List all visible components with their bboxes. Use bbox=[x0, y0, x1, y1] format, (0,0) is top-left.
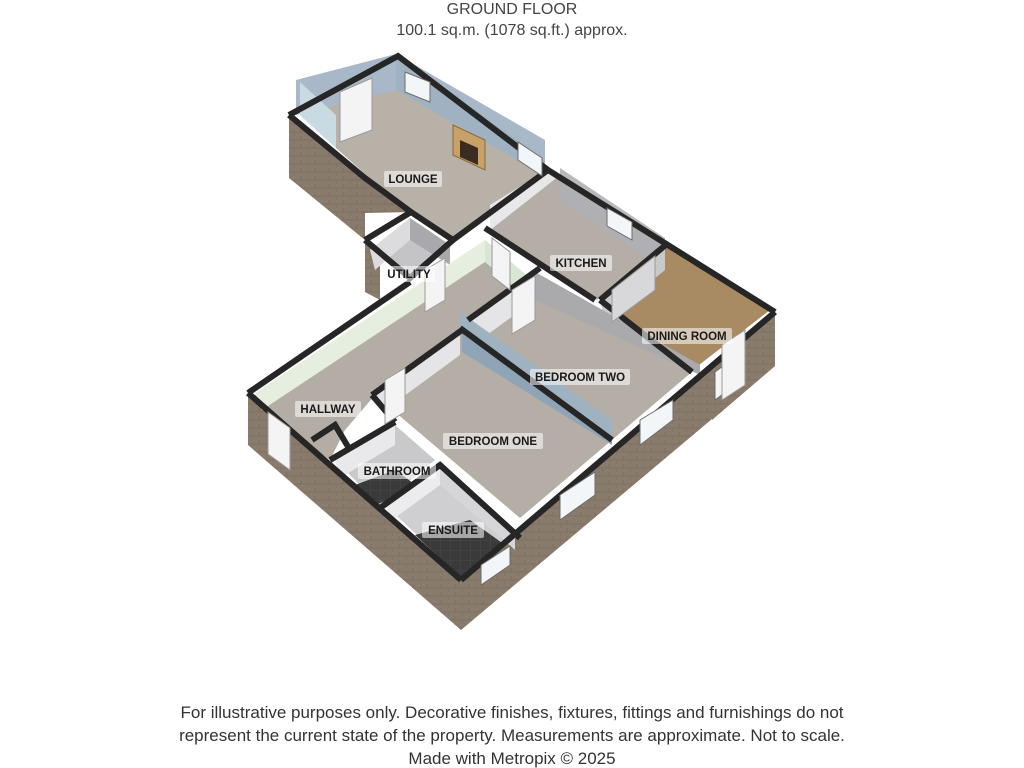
floor-area: 100.1 sq.m. (1078 sq.ft.) approx. bbox=[396, 22, 628, 39]
room-label-dining-room: DINING ROOM bbox=[647, 331, 727, 343]
room-label-ensuite: ENSUITE bbox=[428, 525, 478, 537]
room-label-kitchen: KITCHEN bbox=[555, 258, 607, 270]
room-label-bedroom-two: BEDROOM TWO bbox=[534, 372, 626, 384]
room-label-bedroom-one: BEDROOM ONE bbox=[448, 436, 538, 448]
disclaimer-line-1: For illustrative purposes only. Decorative finishes, fixtures, fittings and furnishings do not bbox=[180, 703, 844, 722]
room-label-bathroom: BATHROOM bbox=[363, 466, 431, 478]
credit-line: Made with Metropix © 2025 bbox=[408, 749, 616, 768]
floor-title: GROUND FLOOR bbox=[446, 1, 578, 18]
room-label-utility: UTILITY bbox=[387, 269, 431, 281]
room-label-hallway: HALLWAY bbox=[300, 404, 356, 416]
room-label-lounge: LOUNGE bbox=[388, 174, 438, 186]
disclaimer-line-2: represent the current state of the property. Measurements are approximate. Not to scale. bbox=[179, 726, 845, 745]
disclaimer bbox=[0, 701, 1024, 768]
